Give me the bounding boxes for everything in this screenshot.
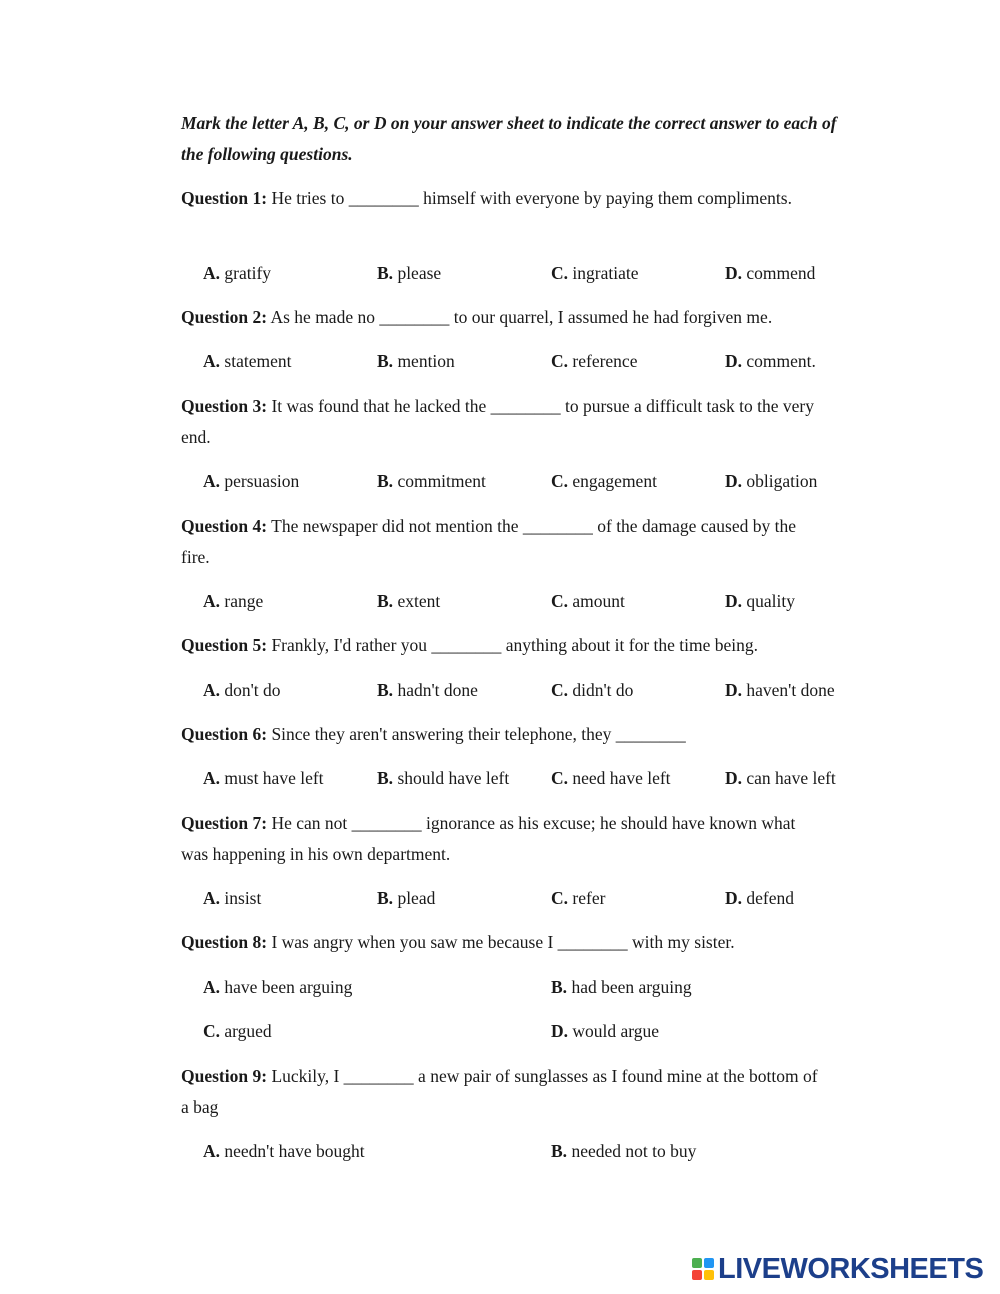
question-text: The newspaper did not mention the ________ of the damage caused by the fire. — [181, 516, 796, 567]
question-8 — [181, 927, 841, 958]
option-6a[interactable]: A. must have left — [203, 768, 324, 788]
question-7 — [181, 808, 821, 870]
option-9b[interactable]: B. needed not to buy — [551, 1141, 697, 1161]
question-2 — [181, 302, 841, 333]
option-5d[interactable]: D. haven't done — [725, 680, 835, 700]
option-7d[interactable]: D. defend — [725, 888, 795, 908]
option-8c[interactable]: C. argued — [203, 1021, 272, 1041]
option-7a[interactable]: A. insist — [203, 888, 262, 908]
question-text: Since they aren't answering their telephone, they ________ — [271, 724, 686, 744]
option-7c[interactable]: C. refer — [551, 888, 606, 908]
instruction-text: Mark the letter A, B, C, or D on your answer sheet to indicate the correct answer to each of the following questions. — [181, 113, 837, 164]
option-9a[interactable]: A. needn't have bought — [203, 1141, 365, 1161]
option-1d[interactable]: D. commend — [725, 263, 816, 283]
question-label: Question 6: — [181, 724, 268, 744]
option-4a[interactable]: A. range — [203, 591, 264, 611]
option-8b[interactable]: B. had been arguing — [551, 977, 692, 997]
option-3b[interactable]: B. commitment — [377, 471, 486, 491]
question-1 — [181, 183, 821, 214]
option-2b[interactable]: B. mention — [377, 351, 455, 371]
option-8d[interactable]: D. would argue — [551, 1021, 660, 1041]
question-text: He can not ________ ignorance as his excuse; he should have known what was happening in his own department. — [181, 813, 796, 864]
option-2d[interactable]: D. comment. — [725, 351, 816, 371]
question-label: Question 8: — [181, 932, 268, 952]
option-3d[interactable]: D. obligation — [725, 471, 818, 491]
question-label: Question 2: — [181, 307, 268, 327]
question-label: Question 3: — [181, 396, 268, 416]
question-5 — [181, 630, 841, 661]
question-label: Question 7: — [181, 813, 268, 833]
question-label: Question 4: — [181, 516, 268, 536]
option-6b[interactable]: B. should have left — [377, 768, 510, 788]
option-1c[interactable]: C. ingratiate — [551, 263, 639, 283]
option-5b[interactable]: B. hadn't done — [377, 680, 478, 700]
option-3a[interactable]: A. persuasion — [203, 471, 300, 491]
option-5c[interactable]: C. didn't do — [551, 680, 634, 700]
question-label: Question 1: — [181, 188, 268, 208]
question-text: It was found that he lacked the ________ to pursue a difficult task to the very end. — [181, 396, 814, 447]
option-5a[interactable]: A. don't do — [203, 680, 281, 700]
option-6c[interactable]: C. need have left — [551, 768, 671, 788]
option-3c[interactable]: C. engagement — [551, 471, 657, 491]
question-label: Question 5: — [181, 635, 268, 655]
option-1b[interactable]: B. please — [377, 263, 442, 283]
question-4 — [181, 511, 821, 573]
option-2a[interactable]: A. statement — [203, 351, 292, 371]
question-label: Question 9: — [181, 1066, 268, 1086]
question-text: Luckily, I ________ a new pair of sunglasses as I found mine at the bottom of a bag — [181, 1066, 818, 1117]
option-4d[interactable]: D. quality — [725, 591, 795, 611]
option-4b[interactable]: B. extent — [377, 591, 441, 611]
question-text: I was angry when you saw me because I ________ with my sister. — [271, 932, 735, 952]
question-text: He tries to ________ himself with everyone by paying them compliments. — [271, 188, 792, 208]
liveworksheets-logo[interactable] — [692, 1252, 983, 1286]
question-3 — [181, 391, 821, 453]
logo-text: LIVEWORKSHEETS — [718, 1252, 984, 1285]
option-8a[interactable]: A. have been arguing — [203, 977, 353, 997]
question-9 — [181, 1061, 821, 1123]
question-text: As he made no ________ to our quarrel, I assumed he had forgiven me. — [270, 307, 773, 327]
question-text: Frankly, I'd rather you ________ anything about it for the time being. — [271, 635, 759, 655]
option-6d[interactable]: D. can have left — [725, 768, 836, 788]
option-4c[interactable]: C. amount — [551, 591, 625, 611]
logo-grid-icon — [692, 1258, 714, 1280]
option-1a[interactable]: A. gratify — [203, 263, 272, 283]
question-6 — [181, 719, 821, 750]
option-7b[interactable]: B. plead — [377, 888, 436, 908]
option-2c[interactable]: C. reference — [551, 351, 638, 371]
